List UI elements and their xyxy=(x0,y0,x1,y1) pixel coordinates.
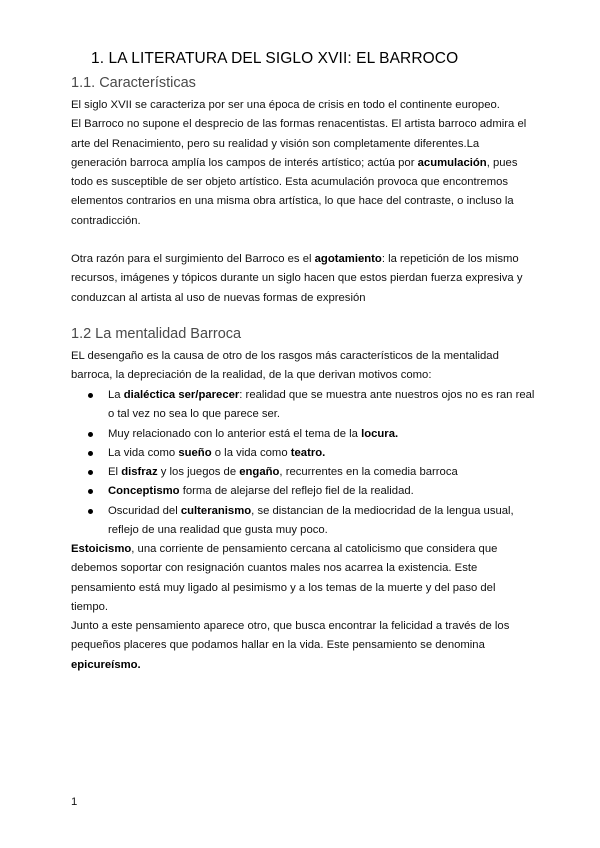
bold-term-estoicismo: Estoicismo xyxy=(71,543,132,555)
list-item xyxy=(71,386,541,425)
text-line xyxy=(108,502,541,521)
bold-term: dialéctica ser/parecer xyxy=(123,389,240,401)
text-span: , se distancian de la mediocridad de la lengua usual, xyxy=(251,504,514,517)
list-item xyxy=(71,444,541,463)
bullet-icon xyxy=(88,393,93,398)
text-line xyxy=(108,425,541,444)
text-span: Otra razón para el surgimiento del Barroco es el xyxy=(71,253,315,265)
text-line xyxy=(108,482,541,501)
bold-term: locura. xyxy=(361,427,399,440)
text-line: o tal vez no sea lo que parece ser. xyxy=(108,408,281,421)
bullet-icon xyxy=(88,451,93,456)
paragraph-agotamiento xyxy=(71,250,541,308)
text-line: pequeños placeres que podamos hallar en la vida. Este pensamiento se denomina xyxy=(71,639,485,652)
text-span: o la vida como xyxy=(211,446,291,459)
bullet-icon xyxy=(88,489,93,494)
text-span: , recurrentes en la comedia barroca xyxy=(279,466,458,479)
text-line xyxy=(108,463,541,482)
bold-term: teatro. xyxy=(290,446,326,459)
text-line xyxy=(108,444,541,463)
bullet-icon xyxy=(88,470,93,475)
text-line: elementos contrarios en una misma obra artística, lo que hace del contraste, o incluso la xyxy=(71,195,514,208)
text-line: barroca, la depreciación de la realidad, de la que derivan motivos como: xyxy=(71,369,432,382)
text-span: El xyxy=(108,466,122,479)
text-line: conduzcan al artista al uso de nuevas formas de expresión xyxy=(71,291,366,304)
bold-term-agotamiento: agotamiento xyxy=(314,253,382,265)
text-span: : realidad que se muestra ante nuestros ojos no es ran real xyxy=(239,389,535,401)
text-line xyxy=(71,250,541,269)
text-line: arte del Renacimiento, pero su realidad y visión son completamente diferentes.La xyxy=(71,137,480,150)
list-item xyxy=(71,502,541,541)
text-line: todo es susceptible de ser objeto artístico. Esta acumulación provoca que encontremos xyxy=(71,176,509,189)
bold-term: engaño xyxy=(239,466,280,479)
section-heading-mentalidad: 1.2 La mentalidad Barroca xyxy=(71,326,242,342)
page-number: 1 xyxy=(71,796,78,808)
text-line: Junto a este pensamiento aparece otro, que busca encontrar la felicidad a través de los xyxy=(71,620,510,633)
bold-term: sueño xyxy=(178,446,212,459)
text-line: debemos soportar con resignación cuantos males nos acarrea la existencia. Este xyxy=(71,562,478,575)
text-line: El siglo XVII se caracteriza por ser una época de crisis en todo el continente europeo. xyxy=(71,99,500,111)
text-line: reflejo de una realidad que gusta muy poco. xyxy=(108,524,328,537)
text-line: pensamiento está muy ligado al pesimismo y a los temas de la muerte y del paso del xyxy=(71,581,496,594)
section-heading-caracteristicas: 1.1. Características xyxy=(71,75,196,91)
paragraph-desengano xyxy=(71,347,541,386)
text-line xyxy=(71,154,541,173)
text-line: contradicción. xyxy=(71,214,141,227)
text-span: Muy relacionado con lo anterior está el tema de la xyxy=(108,427,362,440)
text-span: : la repetición de los mismo xyxy=(381,253,519,265)
text-line: El Barroco no supone el desprecio de las formas renacentistas. El artista barroco admira el xyxy=(71,118,527,131)
bullet-list xyxy=(71,386,541,540)
bold-term-epicureismo: epicureísmo. xyxy=(71,658,141,671)
bold-term: culteranismo xyxy=(180,504,252,517)
text-span: La xyxy=(108,389,124,401)
bold-term: disfraz xyxy=(121,466,158,479)
text-span: , una corriente de pensamiento cercana al catolicismo que considera que xyxy=(131,543,498,555)
text-line: EL desengaño es la causa de otro de los rasgos más característicos de la mentalidad xyxy=(71,350,499,362)
text-line: tiempo. xyxy=(71,600,109,613)
list-item xyxy=(71,482,541,501)
page-title: 1. LA LITERATURA DEL SIGLO XVII: EL BARROCO xyxy=(91,50,459,67)
text-span: La vida como xyxy=(108,446,179,459)
text-line xyxy=(71,540,541,559)
text-line: recursos, imágenes y tópicos durante un siglo hacen que estos pierdan fuerza expresiva y xyxy=(71,272,523,285)
bullet-icon xyxy=(88,509,93,514)
paragraph-caracteristicas xyxy=(71,96,541,231)
text-span: forma de alejarse del reflejo fiel de la realidad. xyxy=(179,485,414,498)
text-line xyxy=(108,386,541,405)
bold-term-acumulacion: acumulación xyxy=(417,156,487,169)
text-span: y los juegos de xyxy=(157,466,240,479)
bullet-icon xyxy=(88,432,93,437)
paragraph-estoicismo xyxy=(71,540,541,675)
bold-term: Conceptismo xyxy=(108,485,180,498)
text-line xyxy=(71,656,541,675)
list-item xyxy=(71,425,541,444)
list-item xyxy=(71,463,541,482)
text-span: Oscuridad del xyxy=(108,504,181,517)
text-span: , pues xyxy=(486,156,518,169)
text-span: generación barroca amplía los campos de interés artístico; actúa por xyxy=(71,156,418,169)
